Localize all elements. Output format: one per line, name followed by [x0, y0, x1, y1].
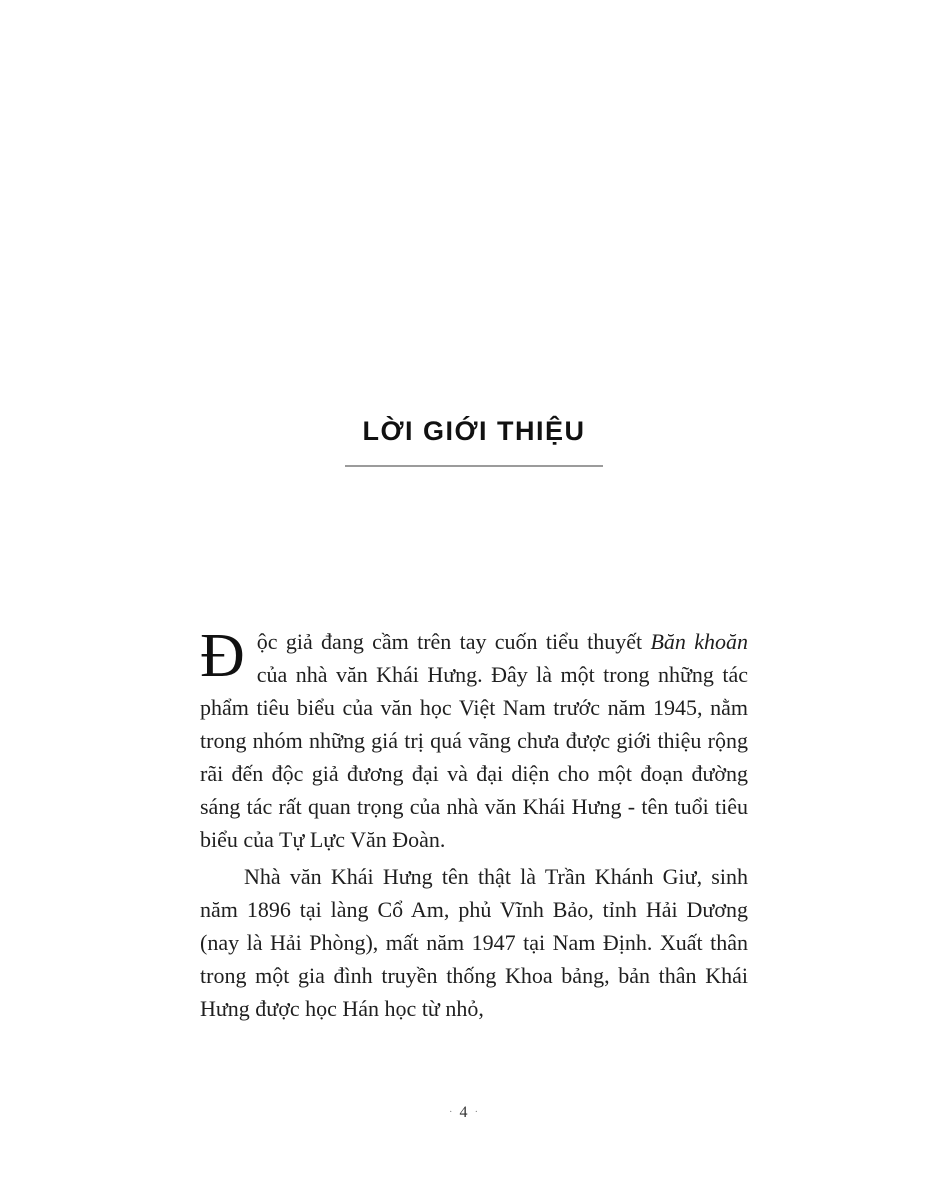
page-content	[200, 0, 748, 1025]
page-number: 4	[459, 1104, 468, 1121]
book-title-italic: Băn khoăn	[650, 629, 749, 654]
chapter-heading	[200, 0, 748, 467]
title-divider-rule	[345, 465, 603, 467]
paragraph: Nhà văn Khái Hưng tên thật là Trần Khánh Giư, sinh năm 1896 tại làng Cổ Am, phủ Vĩnh Bảo, tỉnh Hải Dương (nay là Hải Phòng), mất năm 1947 tại Nam Định. Xuất thân trong một gia đình truyền thống Khoa bảng, bản thân Khái Hưng được học Hán học từ nhỏ,	[200, 864, 748, 1021]
paragraph	[200, 622, 749, 856]
footer-ornament-left: ·	[448, 1106, 453, 1118]
body-text	[200, 622, 749, 1025]
footer-ornament-right: ·	[474, 1106, 479, 1118]
page-footer	[0, 1104, 927, 1122]
paragraph-text: của nhà văn Khái Hưng. Đây là một trong những tác phẩm tiêu biểu của văn học Việt Nam trước năm 1945, nằm trong nhóm những giá trị quá vãng chưa được giới thiệu rộng rãi đến độc giả đương đại và đại diện cho một đoạn đường sáng tác rất quan trọng của nhà văn Khái Hưng - tên tuổi tiêu biểu của Tự Lực Văn Đoàn.	[200, 662, 748, 852]
dropcap: Đ	[200, 622, 245, 690]
page-title: LỜI GIỚI THIỆU	[362, 416, 586, 446]
paragraph-text: ộc giả đang cầm trên tay cuốn tiểu thuyết	[256, 629, 651, 654]
